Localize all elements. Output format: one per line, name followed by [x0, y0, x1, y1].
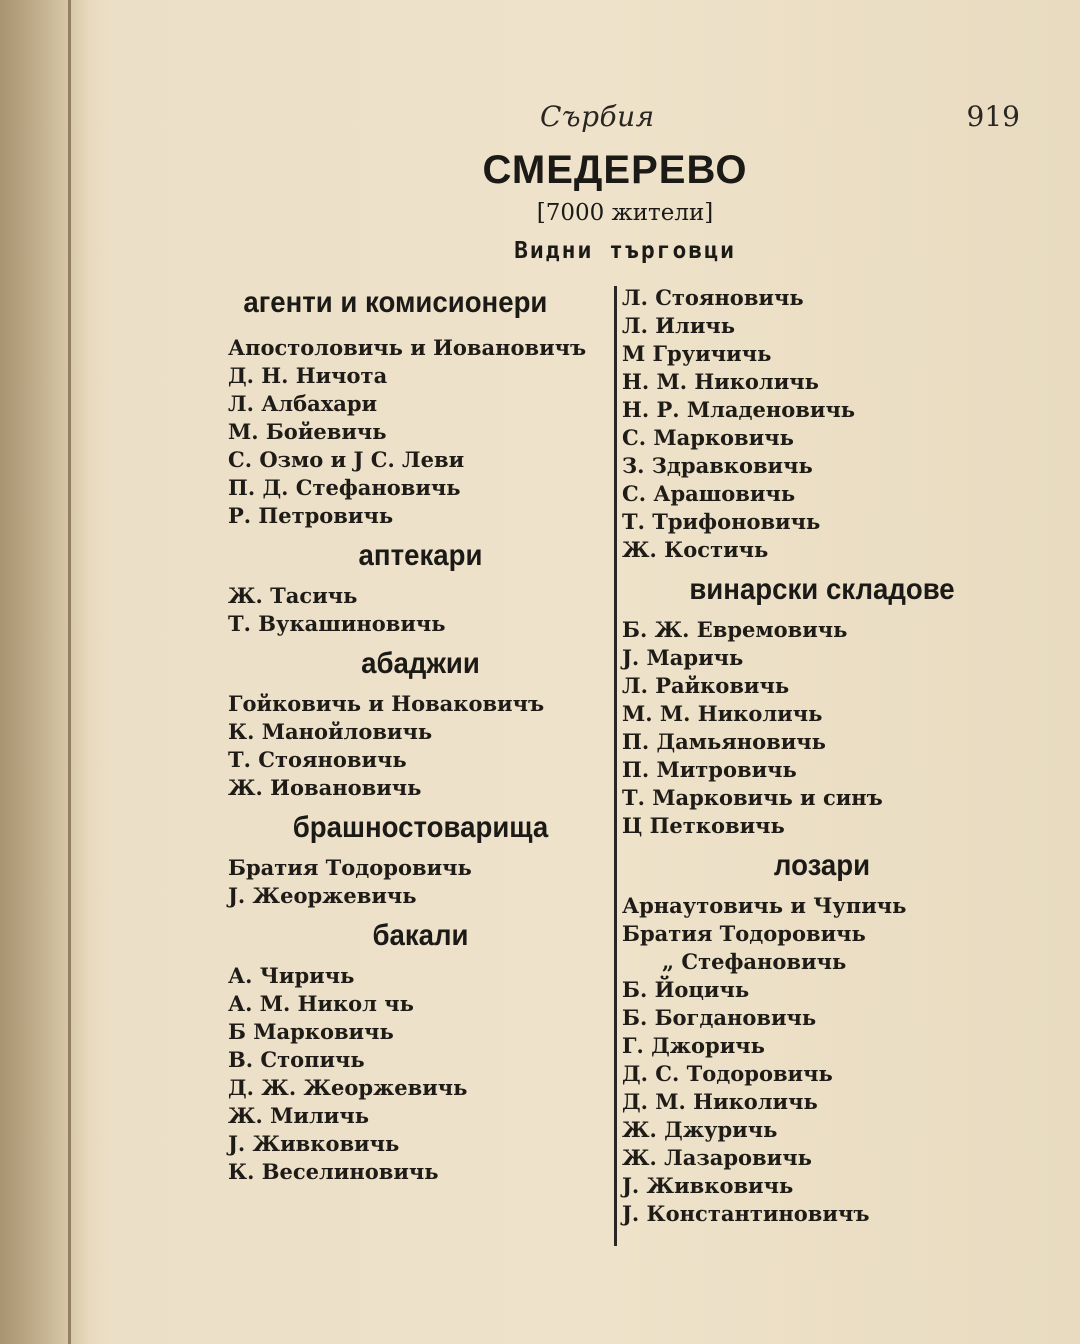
merchant-entry: М Груичичь: [622, 341, 772, 366]
merchant-entry: А. Чиричь: [228, 963, 355, 988]
section-subtitle: Видни търговци: [514, 238, 736, 264]
merchant-entry: М. М. Николичь: [622, 701, 823, 726]
merchant-entry: Ј. Константиновичъ: [622, 1201, 870, 1226]
merchant-entry: Ј. Живковичь: [622, 1173, 794, 1198]
merchant-entry: Гойковичь и Новаковичъ: [228, 691, 545, 716]
merchant-entry: Б. Ж. Евремовичь: [622, 617, 848, 642]
merchant-entry: Ц Петковичь: [622, 813, 785, 838]
category-heading: аптекари: [358, 539, 483, 572]
category-section: [228, 280, 613, 530]
merchant-entry: Л. Стояновичь: [622, 285, 804, 310]
merchant-entry: Л. Албахари: [228, 391, 378, 416]
merchant-entry: Б Марковичь: [228, 1019, 394, 1044]
merchant-entry: Ж. Джуричь: [622, 1117, 778, 1142]
category-heading: бакали: [372, 919, 469, 952]
gutter-shadow: [0, 0, 90, 1344]
merchant-entry: Д. С. Тодоровичь: [622, 1061, 833, 1086]
merchant-entry: Ж. Миличь: [228, 1103, 370, 1128]
category-heading: абаджии: [361, 647, 480, 680]
merchant-entry: Т. Трифоновичь: [622, 509, 821, 534]
left-column: [228, 280, 613, 1192]
population: [7000 жители]: [536, 200, 714, 226]
merchant-entry: С. Озмо и Ј С. Леви: [228, 447, 465, 472]
merchant-entry: Ж. Лазаровичь: [622, 1145, 812, 1170]
merchant-entry: „ Стефановичь: [662, 949, 847, 974]
category-heading: винарски складове: [689, 573, 955, 606]
merchant-entry: Н. Р. Младеновичь: [622, 397, 856, 422]
category-heading: лозари: [773, 849, 871, 882]
merchant-entry: Ж. Иовановичь: [228, 775, 422, 800]
merchant-entry: С. Марковичь: [622, 425, 794, 450]
category-section: [622, 284, 1022, 564]
merchant-entry: К. Манойловичь: [228, 719, 433, 744]
right-column: [622, 280, 1022, 1234]
category-section: [622, 846, 1022, 1228]
category-section: [228, 808, 613, 910]
merchant-entry: Н. М. Николичь: [622, 369, 819, 394]
merchant-entry: Р. Петровичь: [228, 503, 394, 528]
merchant-entry: Т. Стояновичь: [228, 747, 407, 772]
column-divider: [614, 286, 617, 1246]
merchant-entry: Б. Йоцичь: [622, 977, 750, 1002]
merchant-entry: Д. Ж. Жеоржевичь: [228, 1075, 468, 1100]
category-section: [228, 644, 613, 802]
merchant-entry: Ж. Тасичь: [228, 583, 358, 608]
merchant-entry: Братия Тодоровичь: [228, 855, 472, 880]
merchant-entry: З. Здравковичь: [622, 453, 813, 478]
merchant-entry: Т. Марковичь и синъ: [622, 785, 883, 810]
merchant-entry: Л. Райковичь: [622, 673, 790, 698]
merchant-entry: Д. М. Николичь: [622, 1089, 818, 1114]
merchant-entry: Т. Вукашиновичь: [228, 611, 446, 636]
merchant-entry: Ј. Жеоржевичь: [228, 883, 417, 908]
merchant-entry: Б. Богдановичь: [622, 1005, 817, 1030]
merchant-entry: С. Арашовичь: [622, 481, 796, 506]
merchant-entry: Ж. Костичь: [622, 537, 769, 562]
city-title: СМЕДЕРЕВО: [482, 148, 748, 192]
page-number: 919: [966, 100, 1020, 133]
merchant-entry: Ј. Живковичь: [228, 1131, 400, 1156]
category-heading: брашностоварища: [292, 811, 549, 844]
gutter-fold: [68, 0, 71, 1344]
merchant-entry: Братия Тодоровичь: [622, 921, 866, 946]
running-header: Сърбия: [540, 100, 655, 133]
merchant-entry: Г. Джоричь: [622, 1033, 765, 1058]
merchant-entry: Ј. Маричь: [622, 645, 744, 670]
category-section: [228, 916, 613, 1186]
merchant-entry: В. Стопичь: [228, 1047, 365, 1072]
merchant-entry: Апостоловичь и Иовановичъ: [228, 335, 587, 360]
merchant-entry: Л. Иличь: [622, 313, 736, 338]
merchant-entry: Арнаутовичь и Чупичь: [622, 893, 907, 918]
category-heading: агенти и комисионери: [243, 286, 548, 319]
category-section: [622, 570, 1022, 840]
merchant-entry: М. Бойевичь: [228, 419, 387, 444]
merchant-entry: П. Дамьяновичь: [622, 729, 826, 754]
merchant-entry: Д. Н. Ничота: [228, 363, 388, 388]
merchant-entry: П. Д. Стефановичь: [228, 475, 461, 500]
merchant-entry: А. М. Никол чь: [228, 991, 414, 1016]
merchant-entry: П. Митровичь: [622, 757, 797, 782]
merchant-entry: К. Веселиновичь: [228, 1159, 439, 1184]
category-section: [228, 536, 613, 638]
